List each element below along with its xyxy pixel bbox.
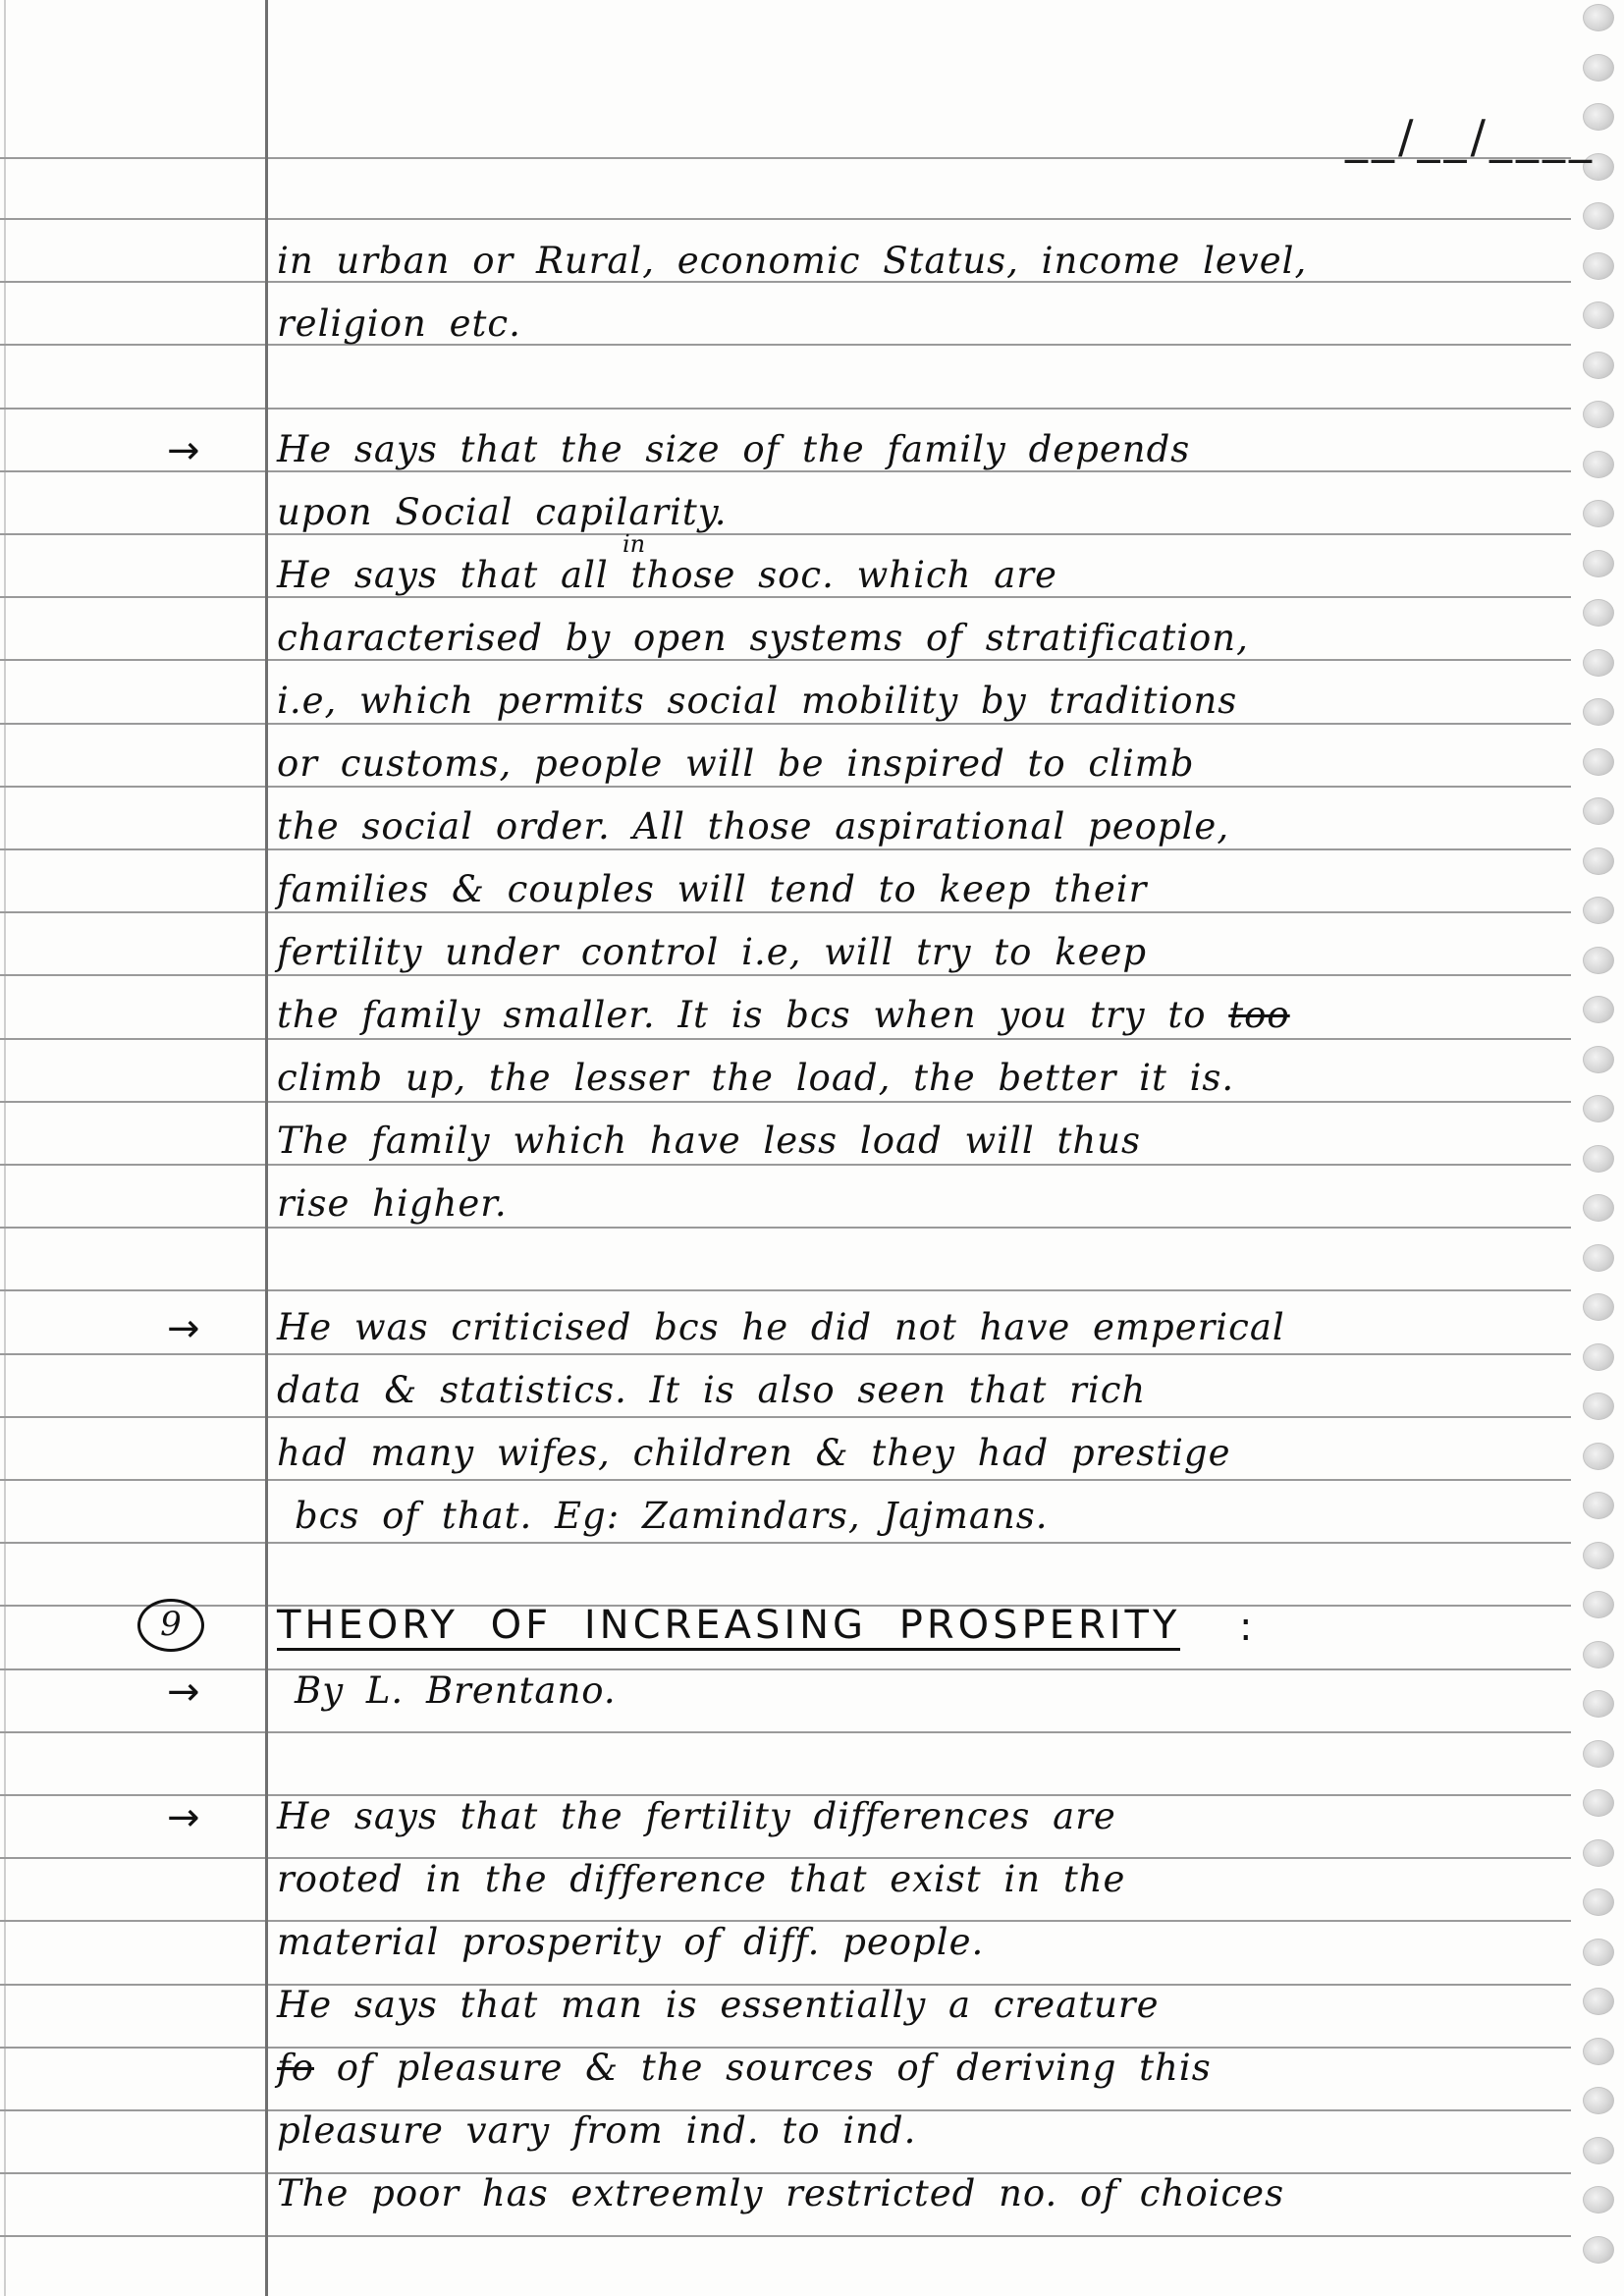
text-line: He says that man is essentially a creature: [277, 1984, 1160, 2026]
binding-hole: [1583, 1244, 1614, 1272]
binding-hole: [1583, 1542, 1614, 1569]
binding-hole: [1583, 451, 1614, 478]
binding-hole: [1583, 401, 1614, 428]
binding-hole: [1583, 2137, 1614, 2164]
binding-hole: [1583, 2236, 1614, 2264]
text-line: He says that the size of the family depends: [277, 428, 1191, 470]
ruled-line: [0, 659, 1571, 661]
ruled-line: [0, 1668, 1571, 1670]
binding-hole: [1583, 1194, 1614, 1222]
binding-hole: [1583, 797, 1614, 825]
binding-hole: [1583, 301, 1614, 329]
binding-hole: [1583, 352, 1614, 379]
section-number: 9: [137, 1599, 204, 1652]
text-line: climb up, the lesser the load, the better it is.: [277, 1057, 1235, 1099]
date-field: __/__/____: [1345, 110, 1596, 163]
ruled-line: [0, 1353, 1571, 1355]
ruled-line: [0, 1038, 1571, 1040]
binding-hole: [1583, 1293, 1614, 1321]
ruled-line: [0, 1416, 1571, 1418]
ruled-line: [0, 1101, 1571, 1103]
ruled-line: [0, 344, 1571, 346]
text-line: rise higher.: [277, 1182, 508, 1225]
ruled-line: [0, 1164, 1571, 1166]
ruled-line: [0, 470, 1571, 472]
ruled-line: [0, 911, 1571, 913]
ruled-line: [0, 218, 1571, 220]
ruled-line: [0, 1289, 1571, 1291]
text-line: had many wifes, children & they had prestige: [277, 1432, 1231, 1474]
binding-hole: [1583, 847, 1614, 875]
ruled-line: [0, 1542, 1571, 1544]
text-line: in urban or Rural, economic Status, income level,: [277, 240, 1308, 282]
text-line: bcs of that. Eg: Zamindars, Jajmans.: [295, 1495, 1049, 1537]
text-line: upon Social capilarity.: [277, 491, 728, 533]
ruled-line: [0, 596, 1571, 598]
arrow-bullet-icon: →: [167, 1669, 200, 1715]
ruled-line: [0, 533, 1571, 535]
binding-hole: [1583, 996, 1614, 1023]
binding-hole: [1583, 1145, 1614, 1173]
binding-hole: [1583, 1789, 1614, 1817]
arrow-bullet-icon: →: [167, 1795, 200, 1840]
spiral-binding: [1575, 0, 1624, 2296]
ruled-line: [0, 723, 1571, 725]
text-line: The poor has extreemly restricted no. of choices: [277, 2172, 1285, 2214]
binding-hole: [1583, 1393, 1614, 1420]
ruled-line: [0, 974, 1571, 976]
ruled-line: [0, 1479, 1571, 1481]
binding-hole: [1583, 649, 1614, 677]
text-line: families & couples will tend to keep their: [277, 868, 1148, 910]
author-line: By L. Brentano.: [295, 1669, 617, 1712]
binding-hole: [1583, 2038, 1614, 2065]
binding-hole: [1583, 748, 1614, 776]
text-fragment: of pleasure & the sources of deriving this: [336, 2047, 1212, 2089]
text-line: religion etc.: [277, 302, 521, 345]
binding-hole: [1583, 1095, 1614, 1122]
text-line: He says that all those soc. which are: [277, 554, 1057, 596]
heading-colon: :: [1239, 1605, 1253, 1650]
binding-hole: [1583, 1939, 1614, 1966]
binding-hole: [1583, 550, 1614, 577]
text-line: [277, 994, 1290, 1036]
binding-hole: [1583, 1839, 1614, 1867]
binding-hole: [1583, 599, 1614, 627]
binding-hole: [1583, 897, 1614, 924]
binding-hole: [1583, 54, 1614, 82]
binding-hole: [1583, 1888, 1614, 1916]
ruled-line: [0, 786, 1571, 788]
ruled-line: [0, 2235, 1571, 2237]
text-line: He was criticised bcs he did not have emperical: [277, 1306, 1285, 1348]
binding-hole: [1583, 1690, 1614, 1718]
text-line: pleasure vary from ind. to ind.: [277, 2109, 917, 2152]
text-line: data & statistics. It is also seen that rich: [277, 1369, 1147, 1411]
binding-hole: [1583, 4, 1614, 31]
struck-word: fo: [277, 2047, 314, 2089]
binding-hole: [1583, 1492, 1614, 1519]
text-line: The family which have less load will thus: [277, 1120, 1141, 1162]
binding-hole: [1583, 1988, 1614, 2015]
binding-hole: [1583, 1343, 1614, 1371]
text-line: characterised by open systems of stratification,: [277, 617, 1249, 659]
binding-hole: [1583, 1740, 1614, 1768]
binding-hole: [1583, 202, 1614, 230]
ruled-line: [0, 157, 1571, 159]
binding-hole: [1583, 1046, 1614, 1073]
binding-hole: [1583, 1591, 1614, 1618]
text-fragment: the family smaller. It is bcs when you try to: [277, 994, 1207, 1036]
binding-hole: [1583, 2087, 1614, 2114]
section-heading: THEORY OF INCREASING PROSPERITY: [277, 1603, 1180, 1651]
inserted-word: in: [623, 530, 646, 558]
ruled-line: [0, 1227, 1571, 1229]
binding-hole: [1583, 252, 1614, 280]
text-line: material prosperity of diff. people.: [277, 1921, 985, 1963]
text-line: the social order. All those aspirational people,: [277, 805, 1230, 847]
binding-hole: [1583, 500, 1614, 527]
text-line: He says that the fertility differences are: [277, 1795, 1116, 1837]
margin-line: [265, 0, 268, 2296]
binding-hole: [1583, 2186, 1614, 2214]
text-line: i.e, which permits social mobility by traditions: [277, 680, 1238, 722]
binding-hole: [1583, 947, 1614, 974]
struck-word: too: [1228, 994, 1290, 1036]
text-line: rooted in the difference that exist in the: [277, 1858, 1126, 1900]
arrow-bullet-icon: →: [167, 1306, 200, 1351]
text-line: or customs, people will be inspired to climb: [277, 742, 1195, 785]
binding-hole: [1583, 1641, 1614, 1668]
text-line: fertility under control i.e, will try to keep: [277, 931, 1148, 973]
ruled-line: [0, 408, 1571, 410]
ruled-line: [0, 848, 1571, 850]
binding-hole: [1583, 1443, 1614, 1470]
binding-hole: [1583, 698, 1614, 726]
ruled-line: [0, 1731, 1571, 1733]
arrow-bullet-icon: →: [167, 428, 200, 473]
text-line: [277, 2047, 1212, 2089]
